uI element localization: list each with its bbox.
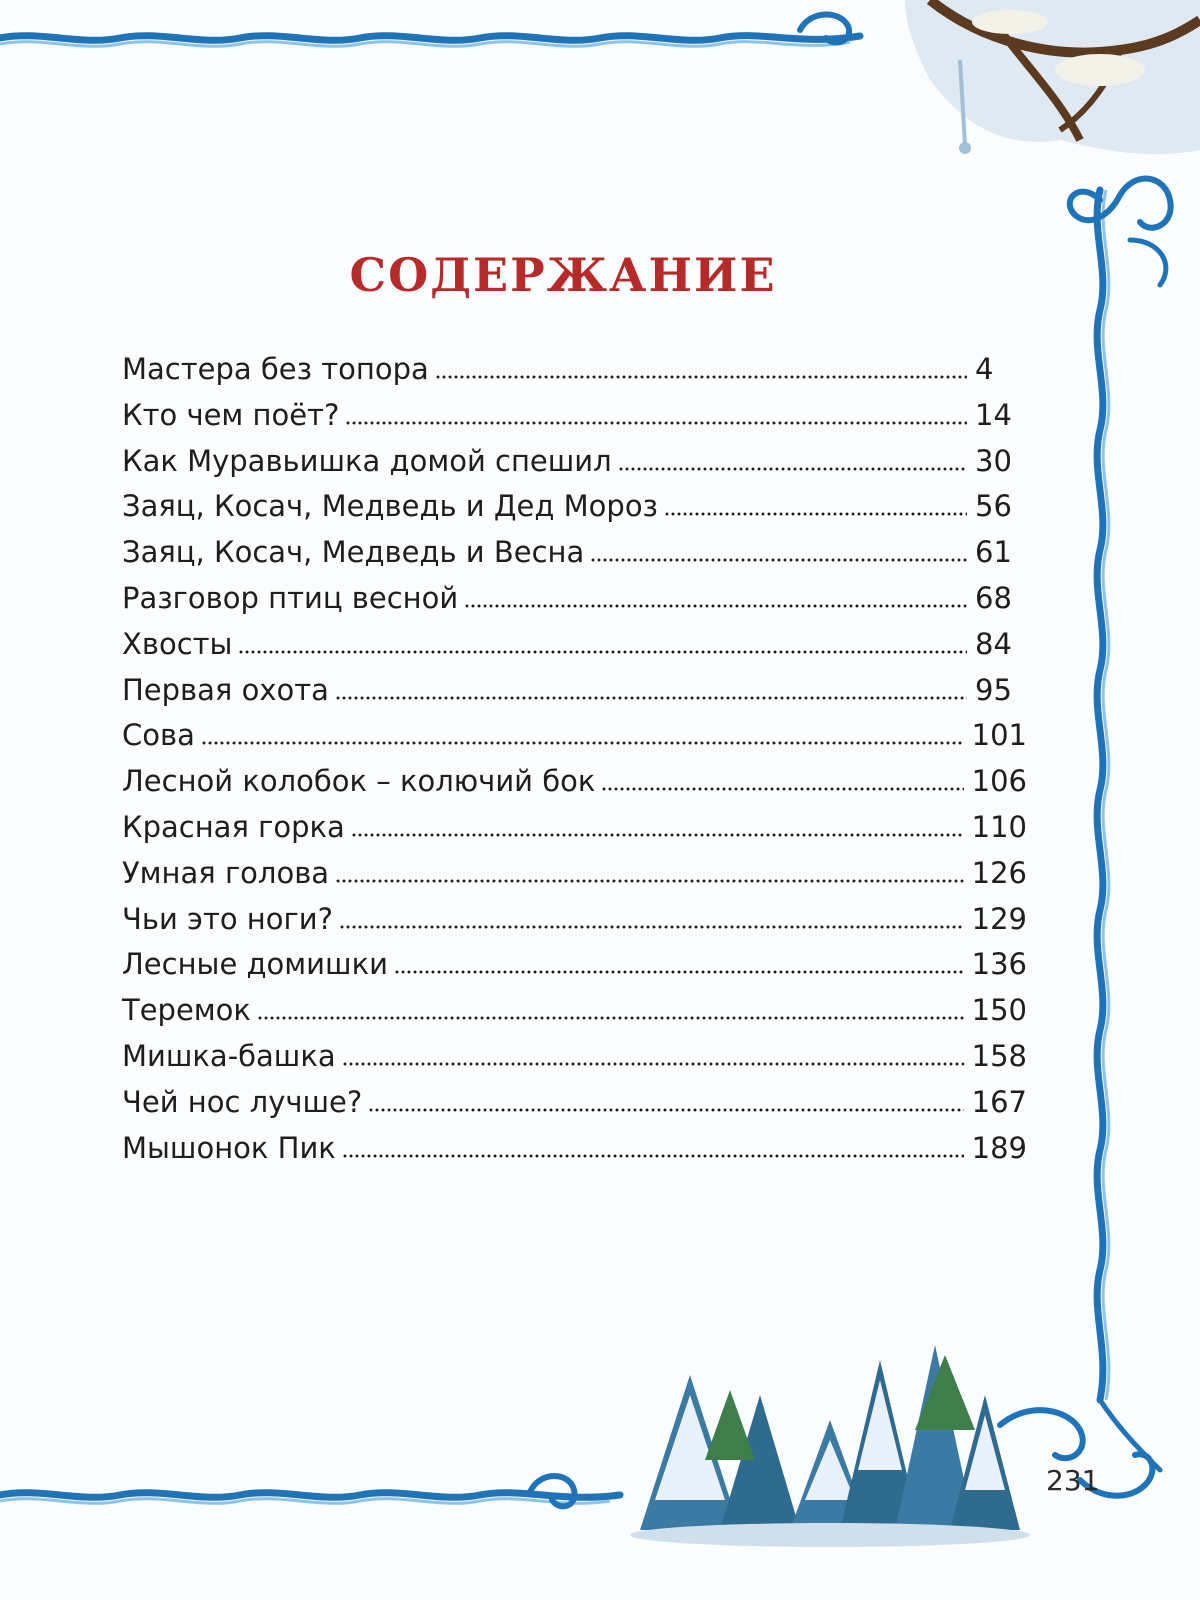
toc-entry-title: Первая охота	[122, 672, 329, 707]
toc-entry-page: 30	[975, 443, 1012, 478]
toc-entry-page: 136	[971, 947, 1027, 982]
snowy-fir-trees	[630, 1345, 1030, 1547]
toc-entry-title: Мастера без топора	[122, 352, 429, 386]
toc-entry	[122, 489, 1027, 535]
toc-entry-title: Заяц, Косач, Медведь и Дед Мороз	[122, 489, 658, 524]
toc-entry-title: Красная горка	[122, 809, 345, 844]
toc-entry-page: 126	[971, 855, 1027, 890]
toc-entry	[122, 1131, 1027, 1177]
toc-entry-page: 129	[971, 901, 1027, 936]
dot-leader	[394, 970, 964, 974]
toc-entry	[122, 444, 1027, 490]
toc-entry-page: 4	[975, 352, 994, 386]
toc-entry-title: Заяц, Косач, Медведь и Весна	[122, 535, 585, 570]
page-number: 231	[1046, 1464, 1100, 1497]
toc-entry-page: 95	[975, 672, 1012, 707]
toc-entry-page: 56	[975, 489, 1012, 524]
toc-entry-title: Сова	[122, 718, 195, 753]
toc-entry-page: 150	[971, 993, 1027, 1028]
toc-entry-page: 167	[971, 1084, 1027, 1119]
dot-leader	[464, 604, 967, 608]
toc-entry-title: Чей нос лучше?	[122, 1084, 363, 1119]
toc-entry-title: Чьи это ноги?	[122, 901, 333, 936]
toc-entry	[122, 718, 1027, 764]
dot-leader	[345, 421, 967, 425]
toc-entry-title: Мишка-башка	[122, 1038, 336, 1073]
toc-entry	[122, 764, 1027, 810]
dot-leader	[257, 1016, 964, 1020]
toc-entry-page: 101	[971, 718, 1027, 753]
toc-entry-page: 84	[975, 626, 1012, 661]
dot-leader	[590, 558, 967, 562]
toc-entry-page: 158	[971, 1038, 1027, 1073]
dot-leader	[618, 467, 967, 471]
winter-branch-illustration	[905, 0, 1200, 154]
dot-leader	[351, 833, 964, 837]
toc-entry	[122, 627, 1027, 673]
toc-entry-title: Кто чем поёт?	[122, 397, 340, 432]
toc-entry-title: Лесной колобок – колючий бок	[122, 764, 596, 799]
toc-entry	[122, 673, 1027, 719]
toc-entry	[122, 535, 1027, 581]
dot-leader	[238, 650, 967, 654]
toc-entry	[122, 810, 1027, 856]
dot-leader	[601, 787, 963, 791]
toc-entry	[122, 902, 1027, 948]
toc-entry-title: Умная голова	[122, 855, 330, 890]
dot-leader	[335, 879, 964, 883]
dot-leader	[368, 1108, 963, 1112]
toc-entry-page: 61	[975, 535, 1012, 570]
dot-leader	[342, 1062, 964, 1066]
toc-entry	[122, 1039, 1027, 1085]
toc-entry-title: Теремок	[122, 993, 251, 1028]
dot-leader	[664, 512, 967, 516]
toc-entry-page: 110	[971, 809, 1027, 844]
page-title: СОДЕРЖАНИЕ	[349, 248, 777, 302]
toc-entry	[122, 398, 1027, 444]
toc-entry-page: 68	[975, 580, 1012, 615]
dot-leader	[435, 375, 967, 379]
dot-leader	[335, 696, 967, 700]
toc-entry-title: Хвосты	[122, 626, 233, 661]
toc-entry	[122, 352, 1027, 398]
toc-entry-title: Разговор птиц весной	[122, 580, 459, 615]
toc-entry	[122, 993, 1027, 1039]
dot-leader	[342, 1154, 964, 1158]
dot-leader	[201, 741, 964, 745]
toc-entry-page: 106	[971, 764, 1027, 799]
toc-entry	[122, 581, 1027, 627]
toc-entry-title: Мышонок Пик	[122, 1130, 336, 1165]
toc-entry-page: 14	[975, 397, 1012, 432]
toc-entry	[122, 947, 1027, 993]
toc-entry	[122, 1085, 1027, 1131]
toc-entry-page: 189	[971, 1130, 1027, 1165]
toc-entry-title: Лесные домишки	[122, 947, 388, 982]
dot-leader	[339, 925, 964, 929]
table-of-contents	[122, 352, 1027, 1176]
toc-entry	[122, 856, 1027, 902]
toc-entry-title: Как Муравьишка домой спешил	[122, 443, 612, 478]
